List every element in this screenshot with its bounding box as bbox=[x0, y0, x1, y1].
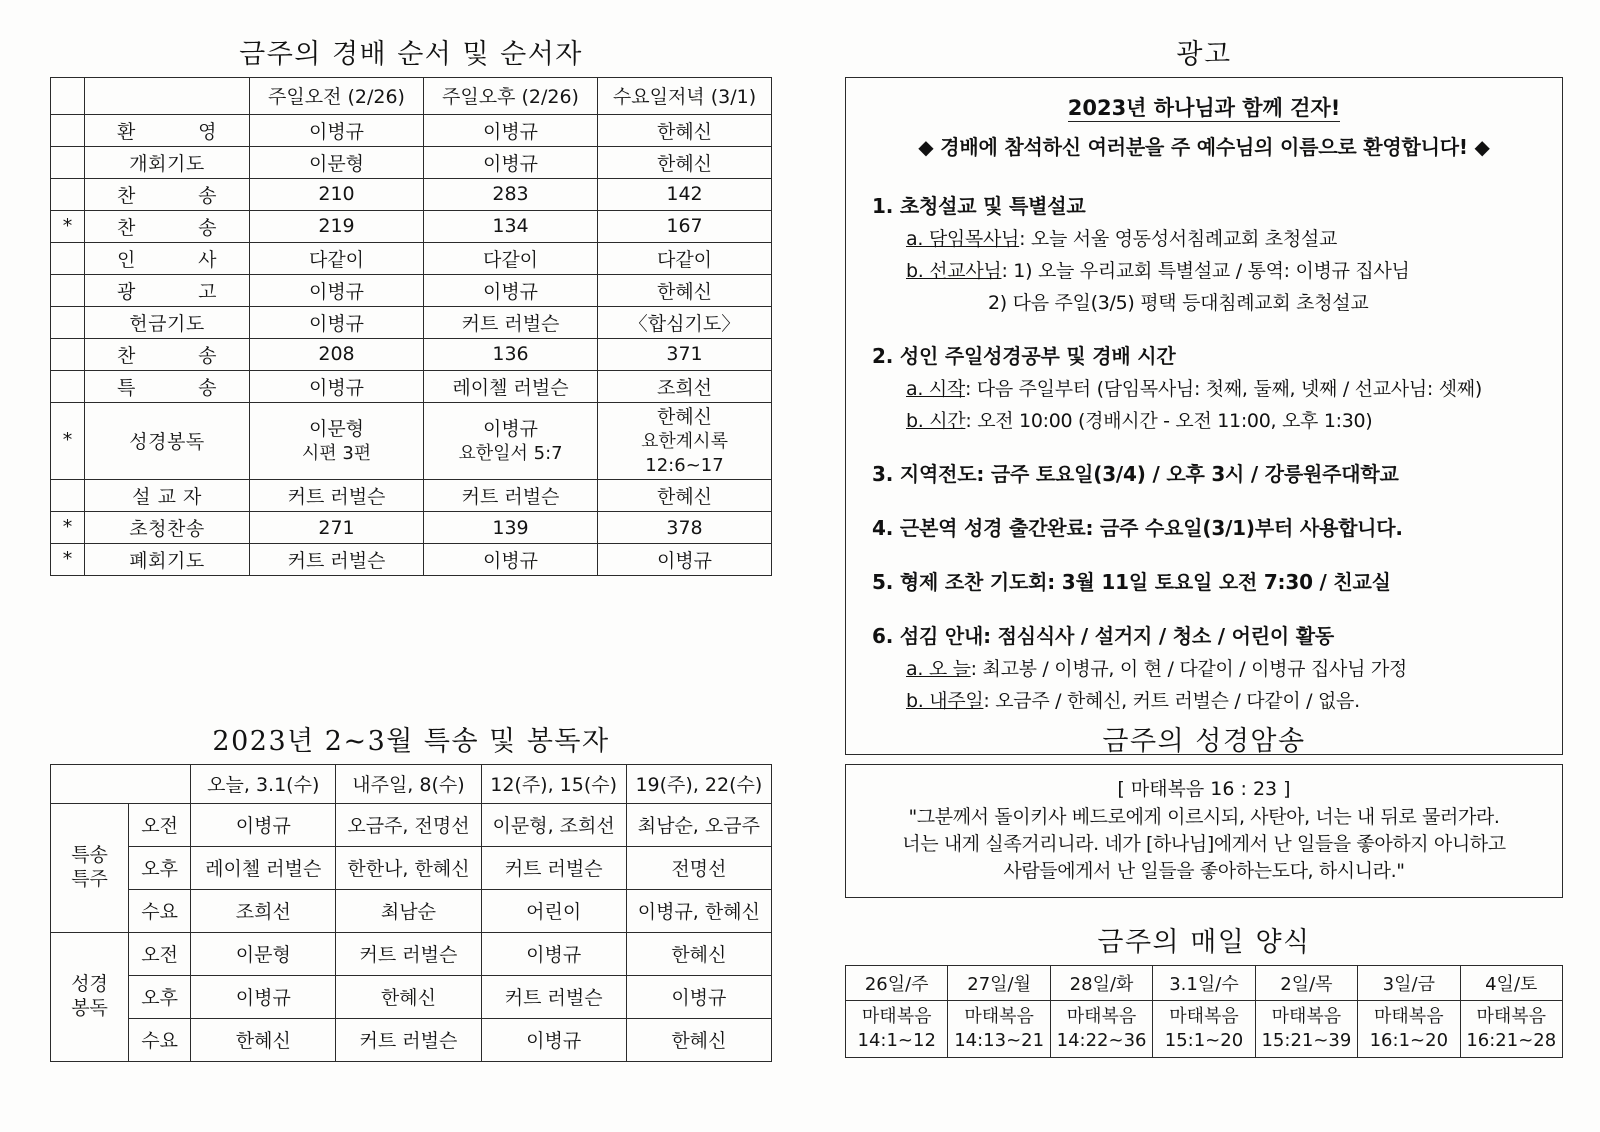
order-cell-1: 210 bbox=[250, 178, 424, 210]
daily-verse-range: 14:13~21 bbox=[954, 1029, 1045, 1051]
special-music-title: 2023년 2~3월 특송 및 봉독자 bbox=[212, 726, 610, 757]
announcement-subitem bbox=[906, 686, 1548, 713]
memory-verse-section bbox=[845, 727, 1563, 898]
order-cell-2: 136 bbox=[424, 338, 598, 370]
header-blank-star bbox=[51, 77, 85, 114]
order-cell-1: 271 bbox=[250, 512, 424, 544]
special-time-label: 수요 bbox=[129, 1018, 191, 1061]
order-row-label-text: 찬 송 bbox=[117, 344, 217, 367]
announcement-item-title: 5. 형제 조찬 기도회: 3월 11일 토요일 오전 7:30 / 친교실 bbox=[872, 569, 1391, 594]
special-group-label-line1: 특송 bbox=[71, 843, 108, 866]
order-row-label-text: 환 영 bbox=[117, 120, 217, 143]
order-row-label-text: 특 송 bbox=[117, 376, 217, 399]
memory-verse-line: 너는 내게 실족거리니라. 네가 [하나님]에게서 난 일들을 좋아하지 아니하고 bbox=[902, 832, 1506, 855]
order-cell-3: 다같이 bbox=[598, 242, 772, 274]
daily-book-name: 마태복음 bbox=[964, 1006, 1034, 1028]
special-cell-3: 커트 러벌슨 bbox=[481, 975, 626, 1018]
order-cell-3: 한혜신 bbox=[598, 146, 772, 178]
order-row-label bbox=[85, 338, 250, 370]
order-cell-1: 219 bbox=[250, 210, 424, 242]
order-row-star bbox=[51, 274, 85, 306]
order-cell-passage: 요한계시록 12:6~17 bbox=[641, 430, 728, 476]
daily-date-header: 27일/월 bbox=[948, 965, 1050, 1000]
special-cell-3: 커트 러벌슨 bbox=[481, 846, 626, 889]
special-time-label: 수요 bbox=[129, 889, 191, 932]
order-cell-2: 커트 러벌슨 bbox=[424, 306, 598, 338]
order-row-star bbox=[51, 338, 85, 370]
announcement-subitem-text: : 오늘 서울 영동성서침례교회 초청설교 bbox=[1019, 227, 1338, 250]
order-row-label-text: 초청찬송 bbox=[129, 518, 205, 541]
order-cell-passage: 요한일서 5:7 bbox=[458, 442, 563, 464]
order-cell-1: 다같이 bbox=[250, 242, 424, 274]
special-cell-2: 커트 러벌슨 bbox=[336, 1018, 481, 1061]
announcements-title: 광고 bbox=[1176, 39, 1232, 70]
announcement-subitem-lead: a. 오 늘 bbox=[906, 657, 971, 680]
order-cell-1: 208 bbox=[250, 338, 424, 370]
worship-order-table bbox=[50, 77, 772, 577]
order-cell-3: 한혜신 bbox=[598, 480, 772, 512]
daily-book-name: 마태복음 bbox=[1271, 1006, 1342, 1028]
order-row-label bbox=[85, 544, 250, 576]
table-row bbox=[51, 1018, 772, 1061]
order-cell-2: 이병규 bbox=[424, 146, 598, 178]
announcement-subitem bbox=[906, 374, 1548, 401]
table-row bbox=[51, 932, 772, 975]
daily-verse-range: 14:22~36 bbox=[1056, 1029, 1147, 1051]
table-row bbox=[51, 178, 772, 210]
table-row bbox=[51, 210, 772, 242]
table-header-row bbox=[51, 764, 772, 803]
special-cell-4: 이병규 bbox=[626, 975, 771, 1018]
memory-verse-title: 금주의 성경암송 bbox=[1102, 726, 1306, 757]
announcement-subitem bbox=[906, 224, 1548, 251]
header-wednesday-evening: 수요일저녁 (3/1) bbox=[598, 77, 772, 114]
daily-passage-cell bbox=[1153, 1000, 1255, 1057]
special-time-label: 오전 bbox=[129, 803, 191, 846]
order-cell-3: 한혜신 bbox=[598, 274, 772, 306]
announcements-headline bbox=[860, 92, 1548, 122]
announcement-subitem-text: : 1) 오늘 우리교회 특별설교 / 통역: 이병규 집사님 bbox=[1001, 259, 1410, 282]
order-cell-2: 커트 러벌슨 bbox=[424, 480, 598, 512]
daily-reading-section bbox=[845, 928, 1563, 1058]
table-row bbox=[51, 975, 772, 1018]
worship-order-section bbox=[50, 40, 772, 576]
daily-book-name: 마태복음 bbox=[1374, 1006, 1444, 1028]
special-cell-1: 이문형 bbox=[191, 932, 336, 975]
daily-date-header: 4일/토 bbox=[1460, 965, 1562, 1000]
order-row-label bbox=[85, 306, 250, 338]
order-row-label bbox=[85, 274, 250, 306]
announcement-subitem-text: 2) 다음 주일(3/5) 평택 등대침례교회 초청설교 bbox=[988, 291, 1369, 314]
order-cell-1: 이병규 bbox=[250, 274, 424, 306]
order-cell-1: 이문형 bbox=[250, 146, 424, 178]
special-time-label: 오후 bbox=[129, 846, 191, 889]
order-cell-3: 167 bbox=[598, 210, 772, 242]
table-row bbox=[51, 146, 772, 178]
daily-date-header: 26일/주 bbox=[846, 965, 948, 1000]
announcement-item bbox=[860, 190, 1548, 315]
order-row-label bbox=[85, 210, 250, 242]
daily-book-name: 마태복음 bbox=[1066, 1006, 1137, 1028]
special-cell-2: 최남순 bbox=[336, 889, 481, 932]
order-row-star bbox=[51, 370, 85, 402]
order-cell-2: 이병규 bbox=[424, 274, 598, 306]
table-row bbox=[51, 306, 772, 338]
order-cell-3: 〈합심기도〉 bbox=[598, 306, 772, 338]
table-row bbox=[51, 114, 772, 146]
table-row bbox=[51, 274, 772, 306]
order-cell-2: 134 bbox=[424, 210, 598, 242]
order-row-star bbox=[51, 242, 85, 274]
order-cell-1: 이병규 bbox=[250, 370, 424, 402]
order-row-label bbox=[85, 146, 250, 178]
announcement-item-title: 3. 지역전도: 금주 토요일(3/4) / 오후 3시 / 강릉원주대학교 bbox=[872, 461, 1399, 486]
announcement-item-title: 2. 성인 주일성경공부 및 경배 시간 bbox=[872, 343, 1176, 368]
announcement-list bbox=[860, 190, 1548, 713]
announcement-item bbox=[860, 340, 1548, 433]
order-row-star: * bbox=[51, 402, 85, 480]
special-cell-2: 한혜신 bbox=[336, 975, 481, 1018]
announcements-section bbox=[845, 40, 1563, 755]
announcement-item bbox=[860, 512, 1548, 541]
special-cell-2: 오금주, 전명선 bbox=[336, 803, 481, 846]
announcement-item bbox=[860, 458, 1548, 487]
daily-verse-range: 14:1~12 bbox=[857, 1029, 936, 1051]
order-row-star bbox=[51, 480, 85, 512]
order-row-star bbox=[51, 178, 85, 210]
announcement-subitem-lead: b. 선교사님 bbox=[906, 259, 1002, 282]
announcement-subitem bbox=[906, 406, 1548, 433]
special-cell-4: 한혜신 bbox=[626, 1018, 771, 1061]
daily-reading-title: 금주의 매일 양식 bbox=[1097, 927, 1311, 958]
special-cell-4: 최남순, 오금주 bbox=[626, 803, 771, 846]
announcement-subitem-text: : 다음 주일부터 (담임목사님: 첫째, 둘째, 넷째 / 선교사님: 셋째) bbox=[964, 377, 1482, 400]
header-week-3: 12(주), 15(수) bbox=[481, 764, 626, 803]
announcement-subitem-lead: b. 내주일 bbox=[906, 689, 984, 712]
order-row-label bbox=[85, 512, 250, 544]
special-group-label bbox=[51, 803, 129, 932]
daily-book-name: 마태복음 bbox=[1476, 1006, 1547, 1028]
order-row-star: * bbox=[51, 512, 85, 544]
table-row bbox=[51, 338, 772, 370]
announcement-subitem bbox=[906, 654, 1548, 681]
special-cell-3: 이병규 bbox=[481, 1018, 626, 1061]
order-row-label bbox=[85, 480, 250, 512]
order-row-star bbox=[51, 114, 85, 146]
order-cell-3: 조희선 bbox=[598, 370, 772, 402]
order-row-label-text: 인 사 bbox=[117, 248, 217, 271]
daily-verse-range: 16:21~28 bbox=[1466, 1029, 1557, 1051]
daily-date-header: 3.1일/수 bbox=[1153, 965, 1255, 1000]
order-cell-3: 371 bbox=[598, 338, 772, 370]
announcement-subitem-text: : 오금주 / 한혜신, 커트 러벌슨 / 다같이 / 없음. bbox=[983, 689, 1360, 712]
order-row-label-text: 찬 송 bbox=[117, 216, 217, 239]
daily-passage-cell bbox=[948, 1000, 1050, 1057]
daily-verse-range: 15:21~39 bbox=[1261, 1029, 1352, 1051]
order-row-star bbox=[51, 146, 85, 178]
table-row bbox=[51, 803, 772, 846]
announcement-subitem-text: : 최고봉 / 이병규, 이 현 / 다같이 / 이병규 집사님 가정 bbox=[970, 657, 1407, 680]
header-week-1: 오늘, 3.1(수) bbox=[191, 764, 336, 803]
special-cell-2: 한한나, 한혜신 bbox=[336, 846, 481, 889]
order-row-label-text: 찬 송 bbox=[117, 184, 217, 207]
special-cell-1: 한혜신 bbox=[191, 1018, 336, 1061]
worship-order-title: 금주의 경배 순서 및 순서자 bbox=[239, 39, 583, 70]
daily-book-name: 마태복음 bbox=[1169, 1006, 1239, 1028]
order-row-star: * bbox=[51, 544, 85, 576]
table-row bbox=[51, 889, 772, 932]
special-cell-2: 커트 러벌슨 bbox=[336, 932, 481, 975]
table-row bbox=[51, 480, 772, 512]
order-row-label-text: 설 교 자 bbox=[132, 486, 202, 509]
order-cell-name: 이문형 bbox=[308, 417, 365, 440]
special-cell-1: 이병규 bbox=[191, 803, 336, 846]
order-row-label-text: 헌금기도 bbox=[129, 312, 205, 335]
daily-reading-table bbox=[845, 965, 1563, 1058]
order-cell-2: 레이첼 러벌슨 bbox=[424, 370, 598, 402]
table-row bbox=[51, 846, 772, 889]
header-sunday-afternoon: 주일오후 (2/26) bbox=[424, 77, 598, 114]
order-cell-name: 이병규 bbox=[482, 417, 539, 440]
order-cell-2 bbox=[424, 402, 598, 480]
daily-date-header: 3일/금 bbox=[1358, 965, 1460, 1000]
memory-verse-box bbox=[845, 764, 1563, 898]
daily-date-header: 2일/목 bbox=[1255, 965, 1357, 1000]
daily-passage-cell bbox=[846, 1000, 948, 1057]
order-cell-3: 378 bbox=[598, 512, 772, 544]
announcement-subitem-lead: a. 시작 bbox=[906, 377, 965, 400]
header-week-4: 19(주), 22(수) bbox=[626, 764, 771, 803]
table-row bbox=[51, 242, 772, 274]
order-cell-3: 이병규 bbox=[598, 544, 772, 576]
special-group-label-line1: 성경 bbox=[71, 972, 108, 995]
order-cell-1: 이병규 bbox=[250, 114, 424, 146]
daily-passage-cell bbox=[1050, 1000, 1152, 1057]
order-cell-1: 커트 러벌슨 bbox=[250, 480, 424, 512]
header-blank-item bbox=[85, 77, 250, 114]
order-row-label-text: 광 고 bbox=[117, 280, 217, 303]
order-row-label bbox=[85, 242, 250, 274]
table-row bbox=[51, 370, 772, 402]
header-sunday-morning: 주일오전 (2/26) bbox=[250, 77, 424, 114]
special-music-section bbox=[50, 727, 772, 1062]
order-cell-3 bbox=[598, 402, 772, 480]
order-cell-2: 139 bbox=[424, 512, 598, 544]
header-blank-group bbox=[51, 764, 191, 803]
special-cell-4: 이병규, 한혜신 bbox=[626, 889, 771, 932]
order-row-label bbox=[85, 402, 250, 480]
special-group-label bbox=[51, 932, 129, 1061]
order-cell-3: 한혜신 bbox=[598, 114, 772, 146]
table-row bbox=[51, 512, 772, 544]
announcement-subitem bbox=[988, 288, 1548, 315]
order-row-label bbox=[85, 114, 250, 146]
order-row-label bbox=[85, 178, 250, 210]
order-cell-2: 다같이 bbox=[424, 242, 598, 274]
special-group-label-line2: 특주 bbox=[71, 867, 108, 890]
special-time-label: 오후 bbox=[129, 975, 191, 1018]
announcement-item-title: 1. 초청설교 및 특별설교 bbox=[872, 193, 1086, 218]
announcement-item-title: 6. 섬김 안내: 점심식사 / 설거지 / 청소 / 어린이 활동 bbox=[872, 623, 1335, 648]
memory-verse-line: "그분께서 돌이키사 베드로에게 이르시되, 사탄아, 너는 내 뒤로 물러가라. bbox=[908, 805, 1500, 828]
daily-date-header: 28일/화 bbox=[1050, 965, 1152, 1000]
special-cell-3: 어린이 bbox=[481, 889, 626, 932]
announcement-subitem-lead: a. 담임목사님 bbox=[906, 227, 1020, 250]
order-cell-2: 이병규 bbox=[424, 114, 598, 146]
header-week-2: 내주일, 8(수) bbox=[336, 764, 481, 803]
special-cell-4: 전명선 bbox=[626, 846, 771, 889]
order-row-label-text: 개회기도 bbox=[129, 152, 205, 175]
order-row-label bbox=[85, 370, 250, 402]
memory-verse-text bbox=[856, 804, 1552, 885]
special-cell-4: 한혜신 bbox=[626, 932, 771, 975]
daily-verse-range: 15:1~20 bbox=[1164, 1029, 1244, 1051]
announcement-item-title: 4. 근본역 성경 출간완료: 금주 수요일(3/1)부터 사용합니다. bbox=[872, 515, 1403, 540]
order-cell-passage: 시편 3편 bbox=[301, 442, 372, 464]
announcements-headline-text: 2023년 하나님과 함께 걷자! bbox=[1067, 95, 1341, 120]
special-cell-3: 이문형, 조희선 bbox=[481, 803, 626, 846]
special-cell-1: 레이첼 러벌슨 bbox=[191, 846, 336, 889]
order-cell-3: 142 bbox=[598, 178, 772, 210]
special-cell-1: 조희선 bbox=[191, 889, 336, 932]
table-row bbox=[846, 1000, 1563, 1057]
table-header-row bbox=[846, 965, 1563, 1000]
table-row bbox=[51, 402, 772, 480]
memory-verse-reference: [ 마태복음 16 : 23 ] bbox=[1117, 777, 1291, 800]
special-group-label-line2: 봉독 bbox=[71, 996, 108, 1019]
welcome-message: ◆ 경배에 참석하신 여러분을 주 예수님의 이름으로 환영합니다! ◆ bbox=[918, 134, 1490, 159]
order-row-label-text: 폐회기도 bbox=[129, 550, 205, 573]
special-cell-1: 이병규 bbox=[191, 975, 336, 1018]
order-cell-name: 한혜신 bbox=[656, 405, 713, 428]
order-row-star bbox=[51, 306, 85, 338]
special-music-table bbox=[50, 764, 772, 1062]
order-cell-2: 283 bbox=[424, 178, 598, 210]
daily-passage-cell bbox=[1358, 1000, 1460, 1057]
announcement-item bbox=[860, 566, 1548, 595]
daily-passage-cell bbox=[1255, 1000, 1357, 1057]
daily-book-name: 마태복음 bbox=[861, 1006, 932, 1028]
order-row-star: * bbox=[51, 210, 85, 242]
announcement-subitem bbox=[906, 256, 1548, 283]
order-cell-1 bbox=[250, 402, 424, 480]
order-row-label-text: 성경봉독 bbox=[129, 431, 205, 454]
order-cell-1: 이병규 bbox=[250, 306, 424, 338]
order-cell-1: 커트 러벌슨 bbox=[250, 544, 424, 576]
announcement-item bbox=[860, 620, 1548, 713]
special-cell-3: 이병규 bbox=[481, 932, 626, 975]
special-time-label: 오전 bbox=[129, 932, 191, 975]
announcements-box bbox=[845, 77, 1563, 755]
announcement-subitem-lead: b. 시간 bbox=[906, 409, 966, 432]
order-cell-2: 이병규 bbox=[424, 544, 598, 576]
table-row bbox=[51, 544, 772, 576]
daily-verse-range: 16:1~20 bbox=[1369, 1029, 1449, 1051]
memory-verse-line: 사람들에게서 난 일들을 좋아하는도다, 하시니라." bbox=[1003, 859, 1405, 882]
table-header-row bbox=[51, 77, 772, 114]
announcement-subitem-text: : 오전 10:00 (경배시간 - 오전 11:00, 오후 1:30) bbox=[965, 409, 1373, 432]
daily-passage-cell bbox=[1460, 1000, 1562, 1057]
